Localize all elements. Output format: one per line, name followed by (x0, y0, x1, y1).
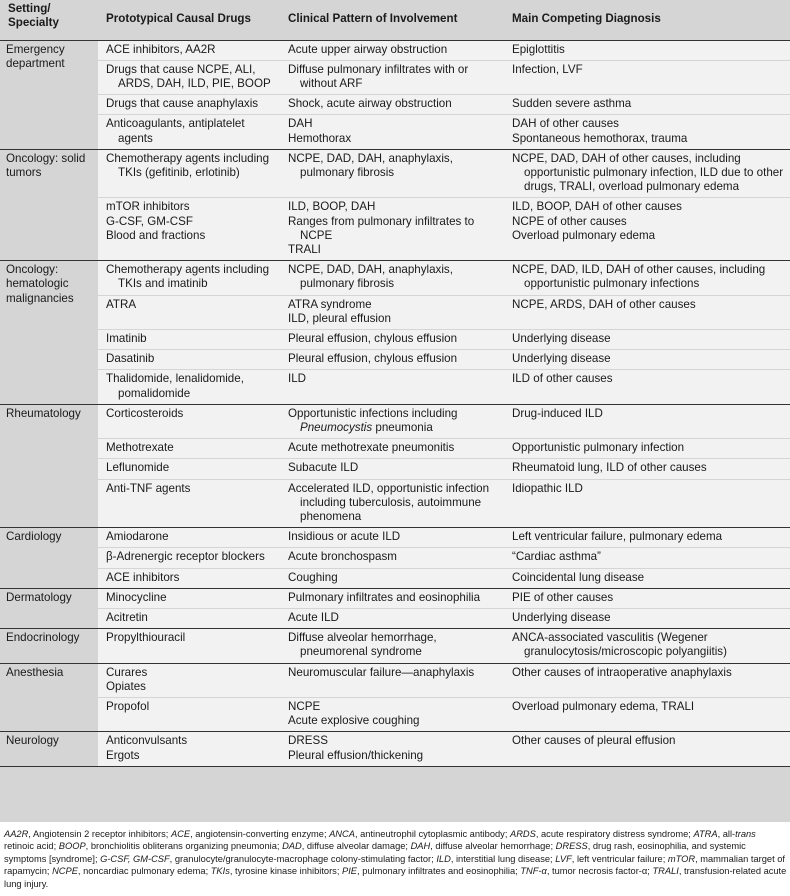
cell-line: ATRA syndrome (288, 297, 372, 311)
diagnosis-cell (504, 115, 790, 149)
pattern-cell (280, 404, 504, 438)
drugs-cell (98, 404, 280, 438)
abbreviation-definition: all-trans retinoic acid (4, 829, 756, 852)
cell-line: Underlying disease (512, 611, 611, 624)
cell-line: DRESS (288, 734, 328, 748)
abbreviation: TRALI (652, 866, 679, 877)
cell-line: Propofol (106, 700, 150, 714)
abbreviation: DRESS (555, 841, 588, 852)
drugs-cell (98, 261, 280, 295)
setting-cell: Dermatology (0, 588, 98, 628)
diagnosis-cell (504, 528, 790, 548)
pattern-cell (280, 609, 504, 629)
diagnosis-cell (504, 329, 790, 349)
table-row (0, 459, 790, 479)
cell-line: Methotrexate (106, 441, 174, 455)
cell-line: Underlying disease (512, 352, 611, 366)
cell-line: Chemotherapy agents including TKIs and imatinib (106, 263, 270, 291)
setting-cell: Anesthesia (0, 663, 98, 732)
cell-line: G-CSF, GM-CSF (106, 214, 193, 228)
setting-cell: Endocrinology (0, 629, 98, 663)
abbreviation-definition: diffuse alveolar hemorrhage (435, 841, 551, 852)
drugs-cell (98, 329, 280, 349)
cell-line: Opiates (106, 679, 146, 693)
table-row (0, 60, 790, 94)
abbreviations-footnote: AA2R, Angiotensin 2 receptor inhibitors; ACE, angiotensin-converting enzyme; ANCA, antineutrophil cytoplasmic antibody; ARDS, acute respiratory distress syndrome; ATRA, all-trans retinoic acid; BOOP, bronchiolitis obliterans organizing pneumonia; DAD, diffuse alveolar damage; DAH, diffuse alveolar hemorrhage; DRESS, drug rash, eosinophilia, and systemic symptoms [syndrome]; G-CSF, GM-CSF, granulocyte/granulocyte-macrophage colony-stimulating factor; ILD, interstitial lung disease; LVF, left ventricular failure; mTOR, mammalian target of rapamycin; NCPE, noncardiac pulmonary edema; TKIs, tyrosine kinase inhibitors; PIE, pulmonary infiltrates and eosinophilia; TNF-α, tumor necrosis factor-α; TRALI, transfusion-related acute lung injury. (4, 829, 787, 889)
cell-line: Pulmonary infiltrates and eosinophilia (288, 590, 481, 604)
abbreviation: TKIs (210, 866, 230, 877)
table-row (0, 40, 790, 60)
drugs-cell (98, 479, 280, 528)
cell-line: Acute ILD (288, 611, 339, 624)
cell-line: Epiglottitis (512, 42, 565, 56)
cell-line: ILD, pleural effusion (288, 311, 391, 325)
cell-line: ILD (288, 372, 307, 386)
table-row (0, 350, 790, 370)
diagnosis-cell (504, 261, 790, 295)
diagnosis-cell (504, 350, 790, 370)
pattern-cell (280, 295, 504, 329)
cell-line: NCPE (288, 700, 321, 714)
table-row (0, 115, 790, 149)
cell-line: TRALI (288, 242, 321, 256)
cell-line: Drugs that cause NCPE, ALI, ARDS, DAH, ILD, PIE, BOOP (106, 62, 271, 90)
drugs-cell (98, 40, 280, 60)
diagnosis-cell (504, 459, 790, 479)
table-row (0, 663, 790, 697)
table-row (0, 439, 790, 459)
cell-line: NCPE, DAD, ILD, DAH of other causes, including opportunistic pulmonary infections (512, 263, 766, 291)
abbreviation-definition: left ventricular failure (576, 853, 663, 864)
cell-line: ILD, BOOP, DAH (288, 200, 376, 214)
diagnosis-cell (504, 95, 790, 115)
diagnosis-cell (504, 198, 790, 261)
cell-line: ACE inhibitors, AA2R (106, 42, 216, 56)
cell-line: ILD, BOOP, DAH of other causes (512, 200, 682, 214)
abbreviation-definition: antineutrophil cytoplasmic antibody (360, 829, 505, 839)
table-row (0, 370, 790, 404)
diagnosis-cell (504, 149, 790, 198)
diagnosis-cell (504, 479, 790, 528)
table-row (0, 629, 790, 663)
abbreviation-definition: tyrosine kinase inhibitors (235, 866, 337, 877)
pattern-cell (280, 198, 504, 261)
cell-line: Amiodarone (106, 530, 169, 544)
cell-line: Acitretin (106, 611, 148, 624)
abbreviation: AA2R (4, 829, 29, 839)
cell-line: DAH of other causes (512, 117, 619, 131)
pattern-cell (280, 370, 504, 404)
setting-cell: Emergency department (0, 40, 98, 149)
abbreviation-definition: noncardiac pulmonary edema (83, 866, 206, 877)
diagnosis-cell (504, 609, 790, 629)
cell-line: Opportunistic pulmonary infection (512, 441, 685, 455)
drugs-cell (98, 370, 280, 404)
drugs-cell (98, 588, 280, 608)
header-row (0, 0, 790, 40)
diagnosis-cell (504, 404, 790, 438)
cell-line: Hemothorax (288, 131, 352, 145)
pattern-cell (280, 40, 504, 60)
cell-line: Acute explosive coughing (288, 714, 420, 728)
drugs-cell (98, 548, 280, 568)
diagnosis-cell (504, 370, 790, 404)
drugs-cell (98, 350, 280, 370)
cell-line: Other causes of intraoperative anaphylaxis (512, 665, 732, 679)
drugs-cell (98, 459, 280, 479)
cell-line: Accelerated ILD, opportunistic infection including tuberculosis, autoimmune phenomena (288, 481, 490, 523)
cell-line: β-Adrenergic receptor blockers (106, 550, 265, 564)
diagnosis-cell (504, 663, 790, 697)
drugs-cell (98, 663, 280, 697)
cell-line: NCPE of other causes (512, 214, 627, 228)
cell-line: Subacute ILD (288, 461, 359, 475)
diagnosis-cell (504, 698, 790, 732)
table-row (0, 479, 790, 528)
pattern-cell (280, 149, 504, 198)
drugs-cell (98, 698, 280, 732)
diagnosis-cell (504, 568, 790, 588)
pattern-cell (280, 663, 504, 697)
pattern-cell (280, 629, 504, 663)
cell-line: Pleural effusion/thickening (288, 748, 424, 762)
drugs-cell (98, 439, 280, 459)
table-row (0, 404, 790, 438)
pattern-cell (280, 528, 504, 548)
cell-line: Thalidomide, lenalidomide, pomalidomide (106, 372, 244, 400)
cell-line: Underlying disease (512, 331, 611, 345)
cell-line: Overload pulmonary edema (512, 228, 656, 242)
abbreviation-definition: acute respiratory distress syndrome (541, 829, 689, 839)
abbreviation: mTOR (667, 853, 696, 864)
cell-line: Neuromuscular failure—anaphylaxis (288, 665, 475, 679)
table-row (0, 609, 790, 629)
table-row (0, 568, 790, 588)
cell-line: Overload pulmonary edema, TRALI (512, 700, 695, 714)
diagnosis-cell (504, 439, 790, 459)
cell-line: Corticosteroids (106, 406, 184, 420)
drugs-cell (98, 198, 280, 261)
cell-line: Blood and fractions (106, 228, 206, 242)
abbreviation-definition: bronchiolitis obliterans organizing pneumonia (90, 841, 277, 852)
setting-cell: Oncology: solid tumors (0, 149, 98, 260)
diagnosis-cell (504, 629, 790, 663)
abbreviation: ANCA (329, 829, 355, 839)
cell-line: Pleural effusion, chylous effusion (288, 331, 458, 345)
drugs-cell (98, 149, 280, 198)
cell-line: Curares (106, 665, 148, 679)
table-row (0, 149, 790, 198)
cell-line: Rheumatoid lung, ILD of other causes (512, 461, 707, 475)
diagnosis-cell (504, 295, 790, 329)
drugs-cell (98, 95, 280, 115)
pattern-cell (280, 350, 504, 370)
abbreviation-definition: mammalian target of rapamycin (4, 853, 786, 877)
cell-line: Ergots (106, 748, 140, 762)
drugs-cell (98, 60, 280, 94)
pattern-cell (280, 95, 504, 115)
cell-line: Acute bronchospasm (288, 550, 397, 564)
abbreviation-definition: drug rash, eosinophilia, and systemic symptoms [syndrome] (4, 841, 746, 864)
cell-line: Chemotherapy agents including TKIs (gefitinib, erlotinib) (106, 151, 270, 179)
diagnosis-cell (504, 548, 790, 568)
cell-line: Propylthiouracil (106, 631, 186, 645)
pattern-cell (280, 568, 504, 588)
abbreviation-definition: interstitial lung disease (455, 853, 551, 864)
cell-line: Dasatinib (106, 352, 155, 366)
abbreviation-definition: tumor necrosis factor-α (552, 866, 648, 877)
table-body (0, 40, 790, 766)
cell-line: Minocycline (106, 590, 167, 604)
cell-line: ILD of other causes (512, 372, 613, 386)
cell-line: Left ventricular failure, pulmonary edema (512, 530, 723, 544)
cell-line: Other causes of pleural effusion (512, 734, 676, 748)
abbreviation: DAD (282, 841, 302, 852)
abbreviation: PIE (342, 866, 358, 877)
setting-cell: Rheumatology (0, 404, 98, 527)
setting-cell: Neurology (0, 732, 98, 766)
setting-cell: Oncology: hematologic malignancies (0, 261, 98, 405)
cell-line: Anticonvulsants (106, 734, 188, 748)
abbreviation-definition: Angiotensin 2 receptor inhibitors (32, 829, 166, 839)
cell-line: ANCA-associated vasculitis (Wegener granulocytosis/microscopic polyangiitis) (512, 631, 727, 659)
cell-line: mTOR inhibitors (106, 200, 190, 214)
header-competing-diagnosis: Main Competing Diagnosis (504, 0, 790, 40)
table-row (0, 95, 790, 115)
table-row (0, 588, 790, 608)
diagnosis-cell (504, 588, 790, 608)
drugs-cell (98, 629, 280, 663)
cell-line: Diffuse alveolar hemorrhage, pneumorenal syndrome (288, 631, 437, 659)
cell-line: NCPE, ARDS, DAH of other causes (512, 297, 696, 311)
header-clinical-pattern: Clinical Pattern of Involvement (280, 0, 504, 40)
drugs-cell (98, 115, 280, 149)
abbreviation: TNF-α (520, 866, 547, 877)
cell-line: Leflunomide (106, 461, 170, 475)
pattern-cell (280, 588, 504, 608)
cell-line: ACE inhibitors (106, 570, 180, 584)
cell-line: NCPE, DAD, DAH of other causes, including opportunistic pulmonary infection, ILD due to other drugs, TRALI, overload pulmonary edema (512, 151, 784, 194)
table-row (0, 528, 790, 548)
cell-line: Opportunistic infections including Pneumocystis pneumonia (288, 406, 458, 434)
pattern-cell (280, 261, 504, 295)
abbreviation: LVF (555, 853, 572, 864)
pattern-cell (280, 60, 504, 94)
cell-line: DAH (288, 117, 313, 131)
drugs-cell (98, 528, 280, 548)
pattern-cell (280, 698, 504, 732)
cell-line: “Cardiac asthma” (512, 550, 601, 564)
diagnosis-cell (504, 40, 790, 60)
abbreviation: ARDS (510, 829, 536, 839)
pattern-cell (280, 732, 504, 766)
pattern-cell (280, 439, 504, 459)
cell-line: Insidious or acute ILD (288, 530, 401, 544)
drugs-cell (98, 295, 280, 329)
cell-line: Anticoagulants, antiplatelet agents (106, 117, 245, 145)
diagnosis-cell (504, 60, 790, 94)
pattern-cell (280, 115, 504, 149)
cell-line: Imatinib (106, 331, 147, 345)
table-row (0, 198, 790, 261)
cell-line: Drugs that cause anaphylaxis (106, 97, 259, 111)
drugs-cell (98, 732, 280, 766)
cell-line: Ranges from pulmonary infiltrates to NCPE (288, 214, 475, 242)
cell-line: Infection, LVF (512, 62, 583, 76)
cell-line: Coincidental lung disease (512, 570, 645, 584)
table-row (0, 548, 790, 568)
header-causal-drugs: Prototypical Causal Drugs (98, 0, 280, 40)
cell-line: Drug-induced ILD (512, 406, 603, 420)
abbreviation-definition: diffuse alveolar damage (306, 841, 406, 852)
abbreviation-definition: angiotensin-converting enzyme (195, 829, 324, 839)
cell-line: PIE of other causes (512, 590, 614, 604)
cell-line: Coughing (288, 570, 338, 584)
cell-line: Diffuse pulmonary infiltrates with or without ARF (288, 62, 469, 90)
pattern-cell (280, 479, 504, 528)
cell-line: Acute methotrexate pneumonitis (288, 441, 455, 455)
drugs-cell (98, 568, 280, 588)
pattern-cell (280, 548, 504, 568)
abbreviation: ILD (436, 853, 451, 864)
drugs-cell (98, 609, 280, 629)
cell-line: NCPE, DAD, DAH, anaphylaxis, pulmonary fibrosis (288, 151, 453, 179)
cell-line: Spontaneous hemothorax, trauma (512, 131, 688, 145)
table-row (0, 698, 790, 732)
abbreviation: ACE (170, 829, 191, 839)
table-row (0, 295, 790, 329)
abbreviation-definition: transfusion-related acute lung injury. (4, 866, 787, 889)
abbreviation: BOOP (58, 841, 86, 852)
cell-line: Sudden severe asthma (512, 97, 632, 111)
table-row (0, 732, 790, 766)
header-setting: Setting/ Specialty (0, 0, 98, 40)
abbreviation: G-CSF, GM-CSF (100, 853, 170, 864)
abbreviation-definition: granulocyte/granulocyte-macrophage colony-stimulating factor (174, 853, 432, 864)
cell-line: NCPE, DAD, DAH, anaphylaxis, pulmonary fibrosis (288, 263, 453, 291)
cell-line: Acute upper airway obstruction (288, 42, 448, 56)
abbreviation: NCPE (52, 866, 78, 877)
abbreviation-definition: pulmonary infiltrates and eosinophilia (362, 866, 516, 877)
table-row (0, 329, 790, 349)
pattern-cell (280, 329, 504, 349)
abbreviation: ATRA (693, 829, 718, 839)
diagnosis-cell (504, 732, 790, 766)
cell-line: ATRA (106, 297, 137, 311)
pattern-cell (280, 459, 504, 479)
setting-cell: Cardiology (0, 528, 98, 589)
table-row (0, 261, 790, 295)
abbreviation: DAH (410, 841, 431, 852)
cell-line: Idiopathic ILD (512, 481, 583, 495)
cell-line: Pleural effusion, chylous effusion (288, 352, 458, 366)
cell-line: Shock, acute airway obstruction (288, 97, 452, 111)
cell-line: Anti-TNF agents (106, 481, 191, 495)
